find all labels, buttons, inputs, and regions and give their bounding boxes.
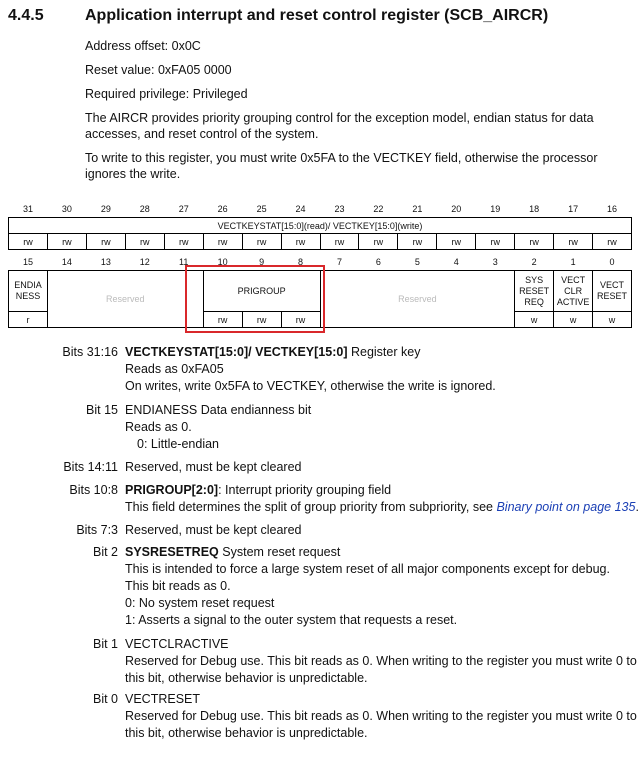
vectclractive-field: [554, 271, 593, 312]
bit-number-2: 13: [100, 257, 111, 267]
access-cell-7: rw: [281, 234, 320, 250]
access-bit-15: r: [9, 312, 48, 328]
upper-field-row: [9, 218, 632, 234]
endianess-field: [9, 271, 48, 312]
vectkey-name: VECTKEYSTAT[15:0]/ VECTKEY[15:0]: [125, 345, 348, 359]
address-offset: Address offset: 0x0C: [85, 39, 201, 53]
sysresetreq-name: SYSRESETREQ: [125, 545, 219, 559]
bit-2-line3: 0: No system reset request: [125, 596, 275, 610]
bit-number-8: 7: [336, 257, 342, 267]
bit-number-10: 21: [412, 204, 423, 214]
bit-0-line1: Reserved for Debug use. This bit reads as 0. When writing to the register you must write 0 to: [125, 709, 637, 723]
prigroup-title-rest: : Interrupt priority grouping field: [218, 483, 392, 497]
access-bit-2: w: [515, 312, 554, 328]
bits-10-8-text: This field determines the split of group priority from subpriority, see: [125, 500, 497, 514]
bit-0-line2: this bit, otherwise behavior is unpredictable.: [125, 726, 368, 740]
bit-number-6: 9: [259, 257, 265, 267]
bit-15-line2: 0: Little-endian: [137, 437, 220, 451]
vectclractive-line2: CLR: [564, 285, 583, 296]
access-cell-3: rw: [125, 234, 164, 250]
bit-0-title: VECTRESET: [125, 692, 201, 706]
bit-number-13: 2: [531, 257, 537, 267]
bit-number-1: 30: [61, 204, 72, 214]
bit-number-8: 23: [334, 204, 345, 214]
bits-10-8-title: [125, 482, 625, 499]
prigroup-field: PRIGROUP: [203, 271, 320, 312]
section-title: Application interrupt and reset control register (SCB_AIRCR): [85, 7, 549, 24]
bit-15-label: Bit 15: [86, 403, 118, 417]
vectclractive-line1: VECT: [561, 274, 586, 285]
section-number: 4.4.5: [8, 7, 44, 24]
sysresetreq-line2: RESET: [519, 285, 550, 296]
bit-1-line1: Reserved for Debug use. This bit reads as 0. When writing to the register you must write 0 to: [125, 654, 637, 668]
bit-number-10: 5: [414, 257, 420, 267]
endianess-label-line1: ENDIA: [14, 280, 42, 290]
register-description: The AIRCR provides priority grouping control for the exception model, endian status for data accesses, and reset control of the system.: [85, 111, 594, 141]
bit-number-9: 22: [373, 204, 384, 214]
vectreset-line1: VECT: [600, 280, 625, 290]
bits-10-8-line1: [125, 499, 639, 516]
bit-2-line2: This bit reads as 0.: [125, 579, 231, 593]
bit-number-11: 4: [453, 257, 459, 267]
bit-number-9: 6: [375, 257, 381, 267]
bit-2-line1: This is intended to force a large system reset of all major components except for debug.: [125, 562, 610, 576]
bit-15-title: ENDIANESS Data endianness bit: [125, 403, 312, 417]
bit-number-2: 29: [100, 204, 111, 214]
access-cell-2: rw: [86, 234, 125, 250]
access-cell-6: rw: [242, 234, 281, 250]
sysresetreq-field: [515, 271, 554, 312]
bit-1-label: Bit 1: [92, 637, 118, 651]
reserved-field-7-3: Reserved: [320, 271, 515, 328]
reserved-field-14-11: Reserved: [47, 271, 203, 328]
bit-number-5: 10: [217, 257, 228, 267]
access-cell-11: rw: [437, 234, 476, 250]
bit-number-15: 16: [607, 204, 618, 214]
bit-number-4: 27: [178, 204, 189, 214]
intro-block: [85, 38, 630, 190]
bits-31-16-title: [125, 344, 625, 361]
access-cell-9: rw: [359, 234, 398, 250]
access-bit-1: w: [554, 312, 593, 328]
bit-1-title: VECTCLRACTIVE: [125, 637, 229, 651]
sysresetreq-line1: SYS: [525, 274, 544, 285]
bit-number-7: 24: [295, 204, 306, 214]
bit-number-3: 12: [139, 257, 150, 267]
bit-number-14: 1: [570, 257, 576, 267]
bit-2-label: Bit 2: [92, 545, 118, 559]
bits-14-11-text: Reserved, must be kept cleared: [125, 460, 302, 474]
register-table-upper: [8, 201, 632, 250]
bit-15-line1: Reads as 0.: [125, 420, 192, 434]
vectreset-field: [593, 271, 632, 312]
bit-0-label: Bit 0: [92, 692, 118, 706]
sysresetreq-title-rest: System reset request: [218, 545, 341, 559]
vectkey-title-rest: Register key: [347, 345, 421, 359]
bit-number-0: 15: [22, 257, 33, 267]
bits-7-3-text: Reserved, must be kept cleared: [125, 523, 302, 537]
bit-2-line4: 1: Asserts a signal to the outer system that requests a reset.: [125, 613, 458, 627]
vectreset-line2: RESET: [597, 291, 628, 301]
bits-31-16-label: Bits 31:16: [62, 345, 118, 359]
reset-value: Reset value: 0xFA05 0000: [85, 63, 232, 77]
bit-number-6: 25: [256, 204, 267, 214]
access-cell-5: rw: [203, 234, 242, 250]
binary-point-link[interactable]: Binary point on page 135: [496, 500, 636, 514]
access-cell-10: rw: [398, 234, 437, 250]
access-cell-1: rw: [47, 234, 86, 250]
bit-number-12: 19: [490, 204, 501, 214]
bits-31-16-line2: On writes, write 0x5FA to VECTKEY, otherwise the write is ignored.: [125, 379, 496, 393]
required-privilege: Required privilege: Privileged: [85, 87, 248, 101]
prigroup-name: PRIGROUP[2:0]: [125, 483, 219, 497]
bit-number-5: 26: [217, 204, 228, 214]
prigroup-highlight-box: [185, 265, 325, 333]
bits-10-8-text-end: .: [635, 500, 639, 514]
bit-number-1: 14: [61, 257, 72, 267]
upper-bit-numbers: [9, 201, 632, 218]
access-bit-10: rw: [203, 312, 242, 328]
bit-number-12: 3: [492, 257, 498, 267]
bits-7-3-label: Bits 7:3: [76, 523, 118, 537]
bit-number-14: 17: [568, 204, 579, 214]
access-cell-0: rw: [9, 234, 48, 250]
access-bit-9: rw: [242, 312, 281, 328]
bit-2-title: [125, 544, 625, 561]
access-bit-8: rw: [281, 312, 320, 328]
bits-10-8-label: Bits 10:8: [69, 483, 118, 497]
access-bit-0: w: [593, 312, 632, 328]
bit-1-line2: this bit, otherwise behavior is unpredictable.: [125, 671, 368, 685]
bit-number-3: 28: [139, 204, 150, 214]
bit-number-7: 8: [298, 257, 304, 267]
upper-access-row: [9, 234, 632, 250]
bit-number-11: 20: [451, 204, 462, 214]
bit-number-15: 0: [609, 257, 615, 267]
endianess-label-line2: NESS: [15, 291, 41, 301]
access-cell-15: rw: [593, 234, 632, 250]
write-note: To write to this register, you must write 0x5FA to the VECTKEY field, otherwise the processor ignores the write.: [85, 151, 598, 181]
bit-number-0: 31: [22, 204, 33, 214]
bits-14-11-label: Bits 14:11: [63, 460, 118, 474]
bit-number-13: 18: [529, 204, 540, 214]
access-cell-4: rw: [164, 234, 203, 250]
vectkey-field: VECTKEYSTAT[15:0](read)/ VECTKEY[15:0](write): [9, 218, 632, 234]
access-cell-14: rw: [554, 234, 593, 250]
sysresetreq-line3: REQ: [524, 296, 544, 307]
access-cell-8: rw: [320, 234, 359, 250]
bits-31-16-line1: Reads as 0xFA05: [125, 362, 224, 376]
vectclractive-line3: ACTIVE: [556, 296, 590, 307]
access-cell-13: rw: [515, 234, 554, 250]
bit-number-4: 11: [179, 257, 189, 267]
access-cell-12: rw: [476, 234, 515, 250]
